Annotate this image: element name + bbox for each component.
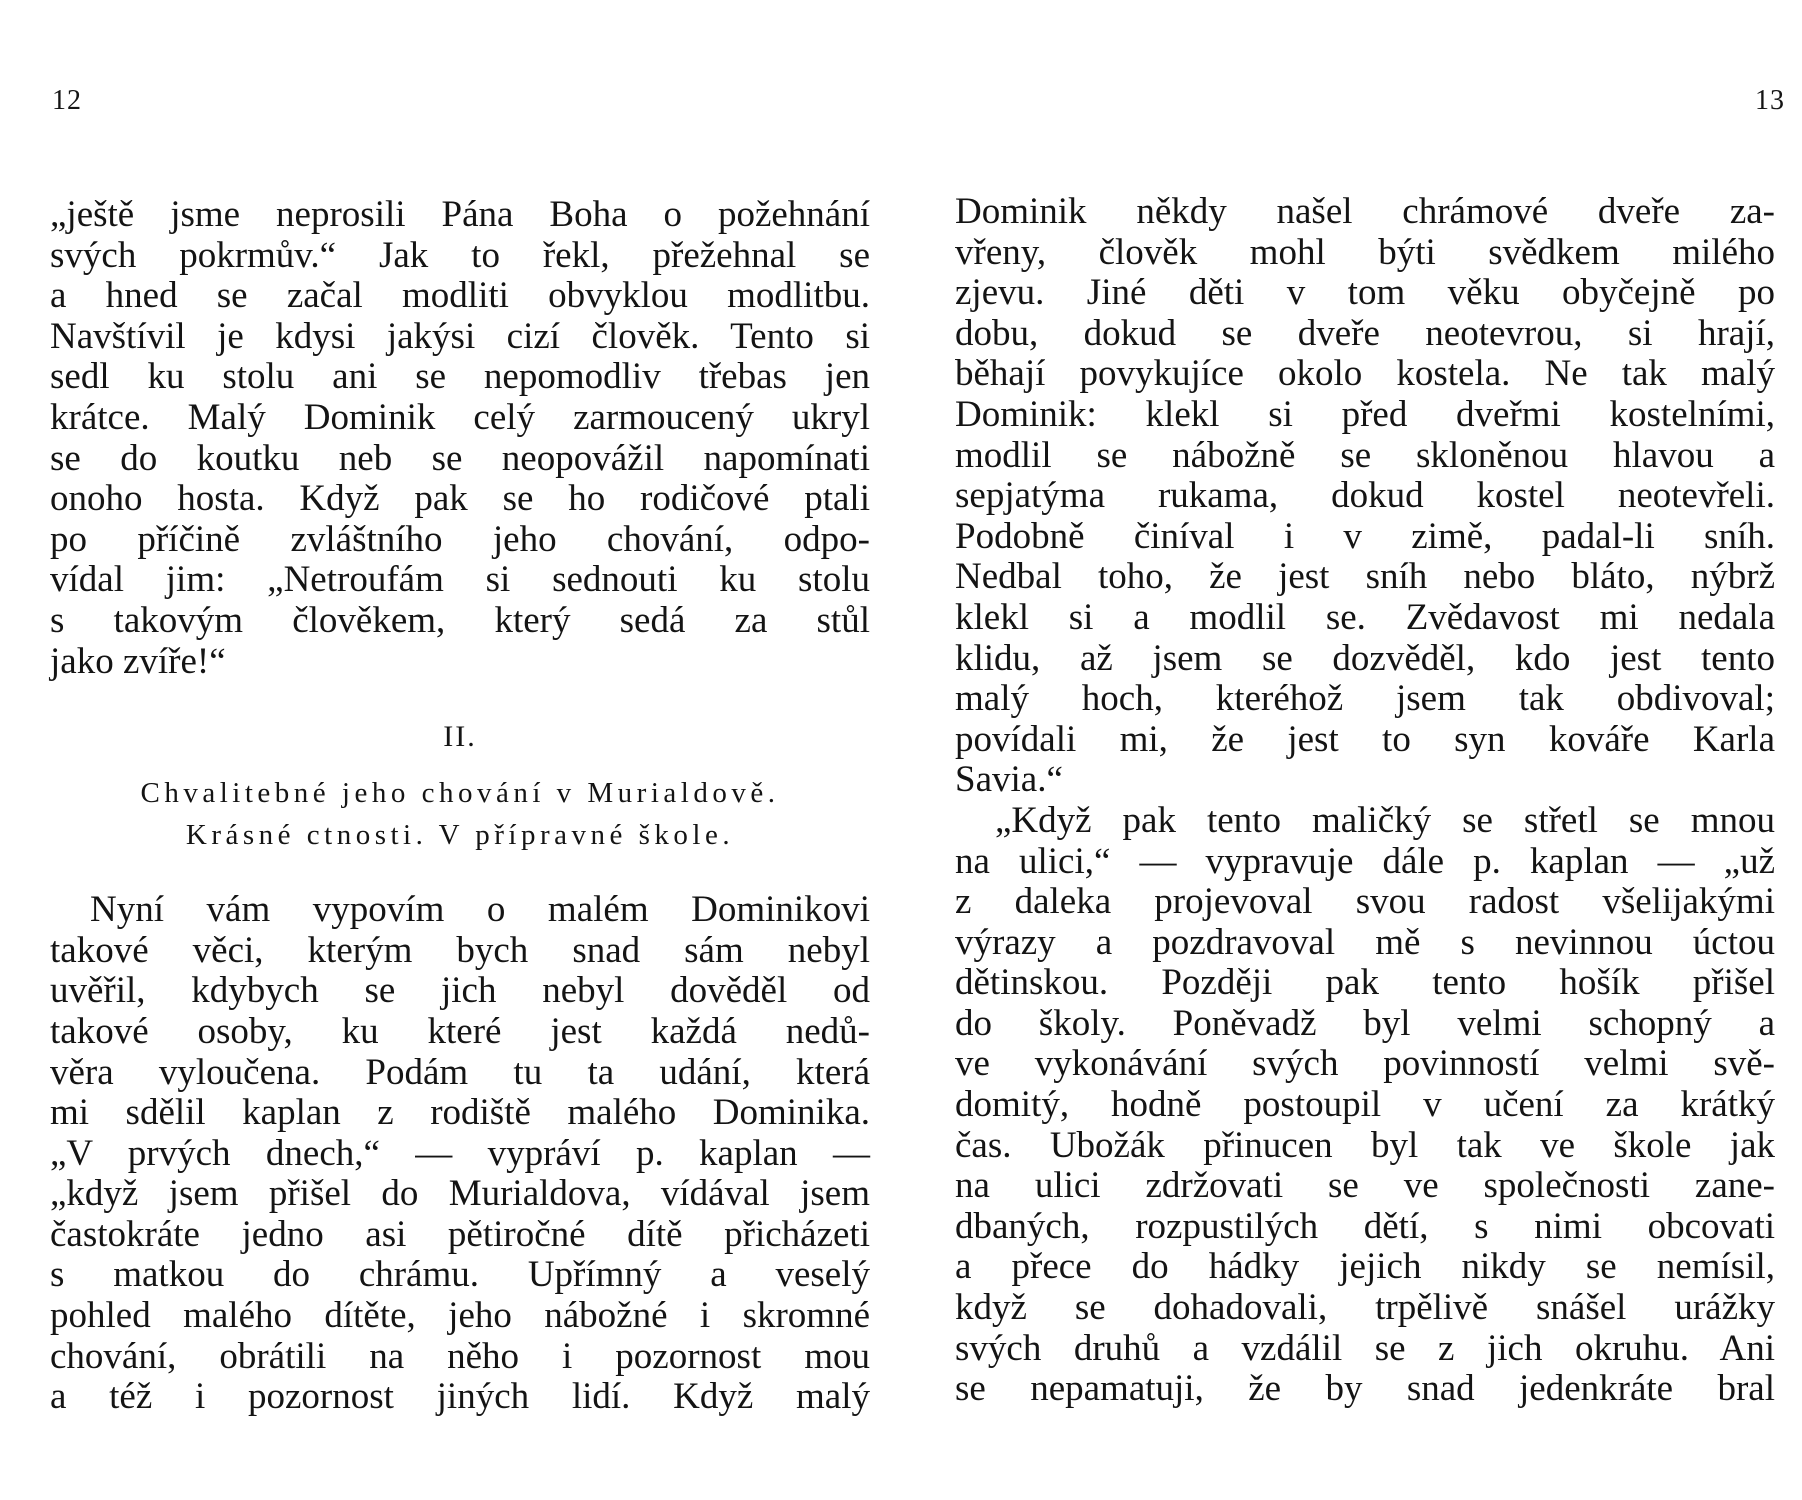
- text-line: „V prvých dnech,“ — vypráví p. kaplan —: [50, 1132, 870, 1174]
- text-line: čas. Ubožák přinucen byl tak ve škole jak: [955, 1124, 1775, 1166]
- text-line: povídali mi, že jest to syn kováře Karla: [955, 718, 1775, 760]
- text-line: takové osoby, ku které jest každá nedů-: [50, 1010, 870, 1052]
- text-line: uvěřil, kdybych se jich nebyl dověděl od: [50, 970, 870, 1012]
- text-line: vřeny, člověk mohl býti svědkem milého: [955, 231, 1775, 273]
- text-line: dbaných, rozpustilých dětí, s nimi obcovati: [955, 1205, 1775, 1247]
- text-line: vídal jim: „Netroufám si sednouti ku stolu: [50, 559, 870, 601]
- left-text-block: [50, 195, 870, 1418]
- text-line: malý hoch, kteréhož jsem tak obdivoval;: [955, 678, 1775, 720]
- text-line: z daleka projevoval svou radost všelijakými: [955, 881, 1775, 923]
- text-line: do školy. Poněvadž byl velmi schopný a: [955, 1002, 1775, 1044]
- text-line: klekl si a modlil se. Zvědavost mi nedala: [955, 596, 1775, 638]
- text-line: jako zvíře!“: [50, 640, 226, 682]
- text-line: Savia.“: [955, 759, 1063, 801]
- text-line: a též i pozornost jiných lidí. Když malý: [50, 1376, 870, 1418]
- text-line: Nedbal toho, že jest sníh nebo bláto, nýbrž: [955, 556, 1775, 598]
- text-line: sedl ku stolu ani se nepomodliv třebas jen: [50, 356, 870, 398]
- text-line: svých pokrmův.“ Jak to řekl, přežehnal se: [50, 234, 870, 276]
- section-heading-line: Chvalitebné jeho chování v Murialdově.: [140, 777, 780, 810]
- text-line: po příčině zvláštního jeho chování, odpo-: [50, 518, 870, 560]
- text-line: ve vykonávání svých povinností velmi svě-: [955, 1043, 1775, 1085]
- text-line: a přece do hádky jejich nikdy se nemísil,: [955, 1246, 1775, 1288]
- paragraph: [50, 890, 870, 1418]
- section-number: II.: [443, 720, 477, 754]
- text-line: „Když pak tento maličký se střetl se mnou: [995, 799, 1775, 841]
- page-number-left: 12: [52, 85, 82, 116]
- text-line: se nepamatuji, že by snad jedenkráte bral: [955, 1368, 1775, 1410]
- text-line: Dominik někdy našel chrámové dveře za-: [955, 191, 1775, 232]
- text-line: když se dohadovali, trpělivě snášel urážky: [955, 1287, 1775, 1329]
- text-line: a hned se začal modliti obvyklou modlitbu.: [50, 275, 870, 317]
- text-line: mi sdělil kaplan z rodiště malého Dominika.: [50, 1092, 870, 1134]
- text-line: častokráte jedno asi pětiročné dítě přicházeti: [50, 1213, 870, 1255]
- text-line: klidu, až jsem se dozvěděl, kdo jest tento: [955, 637, 1775, 679]
- text-line: Nyní vám vypovím o malém Dominikovi: [90, 889, 870, 931]
- text-line: „ještě jsme neprosili Pána Boha o požehnání: [50, 194, 870, 235]
- text-line: pohled malého dítěte, jeho nábožné i skromné: [50, 1295, 870, 1337]
- text-line: dětinskou. Později pak tento hošík přišel: [955, 962, 1775, 1004]
- text-line: „když jsem přišel do Murialdova, vídával jsem: [50, 1173, 870, 1215]
- right-text-block: [955, 192, 1775, 1410]
- text-line: takové věci, kterým bych snad sám nebyl: [50, 929, 870, 971]
- page-number-right: 13: [1755, 85, 1785, 116]
- text-line: chování, obrátili na něho i pozornost mou: [50, 1335, 870, 1377]
- text-line: na ulici zdržovati se ve společnosti zane-: [955, 1165, 1775, 1207]
- text-line: sepjatýma rukama, dokud kostel neotevřeli.: [955, 475, 1775, 517]
- text-line: Podobně činíval i v zimě, padal-li sníh.: [955, 515, 1775, 557]
- paragraph: [955, 801, 1775, 1410]
- paragraph: [50, 195, 870, 682]
- text-line: s takovým člověkem, který sedá za stůl: [50, 599, 870, 641]
- text-line: běhají povykujíce okolo kostela. Ne tak malý: [955, 353, 1775, 395]
- text-line: Dominik: klekl si před dveřmi kostelními,: [955, 393, 1775, 435]
- text-line: věra vyloučena. Podám tu ta udání, která: [50, 1051, 870, 1093]
- text-line: výrazy a pozdravoval mě s nevinnou úctou: [955, 921, 1775, 963]
- text-line: s matkou do chrámu. Upřímný a veselý: [50, 1254, 870, 1296]
- left-page: [50, 0, 880, 1500]
- text-line: modlil se nábožně se skloněnou hlavou a: [955, 434, 1775, 476]
- text-line: Navštívil je kdysi jakýsi cizí člověk. Tento si: [50, 315, 870, 357]
- text-line: dobu, dokud se dveře neotevrou, si hrají,: [955, 312, 1775, 354]
- section-heading-line: Krásné ctnosti. V přípravné škole.: [185, 819, 735, 852]
- text-line: krátce. Malý Dominik celý zarmoucený ukryl: [50, 396, 870, 438]
- text-line: se do koutku neb se neopovážil napomínati: [50, 437, 870, 479]
- text-line: svých druhů a vzdálil se z jich okruhu. Ani: [955, 1327, 1775, 1369]
- right-page: [955, 0, 1785, 1500]
- text-line: onoho hosta. Když pak se ho rodičové ptali: [50, 478, 870, 520]
- paragraph: [955, 192, 1775, 801]
- text-line: domitý, hodně postoupil v učení za krátký: [955, 1084, 1775, 1126]
- text-line: zjevu. Jiné děti v tom věku obyčejně po: [955, 272, 1775, 314]
- text-line: na ulici,“ — vypravuje dále p. kaplan — „už: [955, 840, 1775, 882]
